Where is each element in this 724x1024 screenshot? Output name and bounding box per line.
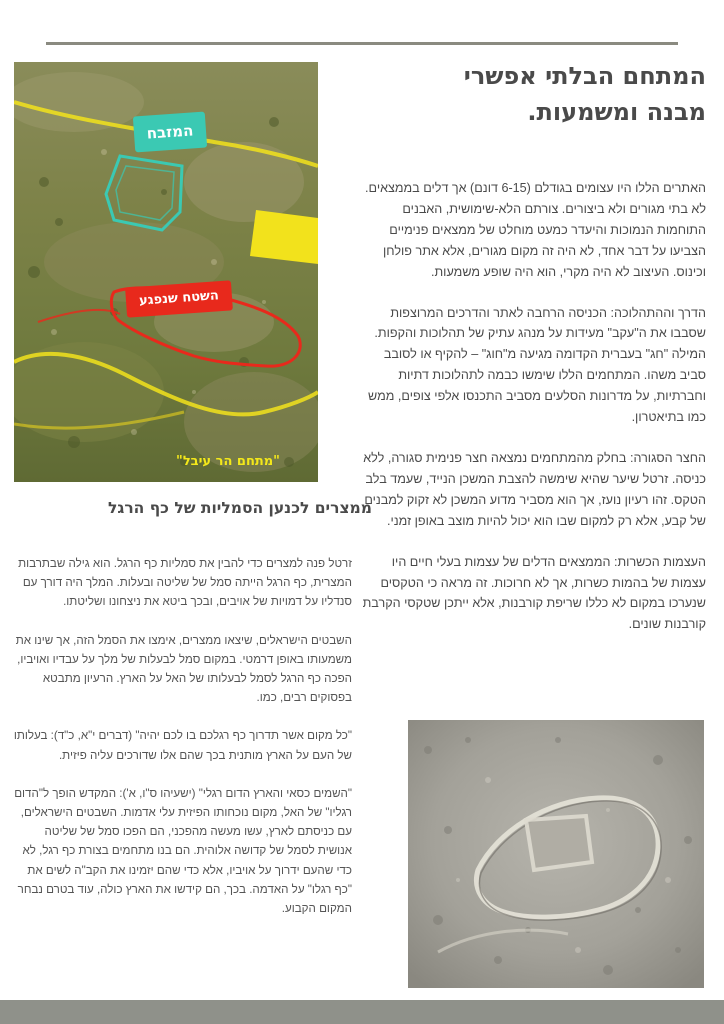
- foot-area-label: השטח שנפגע: [125, 280, 233, 317]
- title-line-1: המתחם הבלתי אפשרי: [463, 62, 706, 90]
- paragraph-deuteronomy-quote: "כל מקום אשר תדרוך כף רגלכם בו לכם יהיה" (דברים י"א, כ"ד): בעלותו של העם על הארץ מותנית בכך שהם אלו שדורכים עליה פיזית.: [13, 729, 352, 762]
- paragraph-egypt-symbolism: זרטל פנה למצרים כדי להבין את סמליות כף הרגל. הוא גילה שבתרבות המצרית, כף הרגל הייתה סמל של שליטה ובעלות. המלך היה דורך עם סנדליו על דמויות של אויבים, ובכך ביטא את ניצחונו ושליטתו.: [18, 557, 352, 609]
- paragraph-kosher-bones: העצמות הכשרות: הממצאים הדלים של עצמות בעלי חיים היו עצמות של בהמות כשרות, אך לא חרוכות. זה מראה כי הטקסים שנערכו במקום לא כללו שריפת קורבנות, אלא ייתכן שטקסי הקרבת קורבנות שונים.: [362, 554, 706, 632]
- aerial-site-photo: [14, 62, 318, 482]
- paragraph-closed-courtyard: החצר הסגורה: בחלק מהמתחמים נמצאה חצר פנימית סגורה, ללא כניסה. זרטל שיער שהיא שימשה להצבת המשכן הנייד, שעמד בלב הטקס. זהו רעיון נועז, אך הוא מסביר מדוע המשכן לא זקוק למבנים של קבע, אלא רק למקום שבו הוא יכול להיות מוצב באופן זמני.: [363, 450, 706, 528]
- page-title: [366, 58, 706, 130]
- left-column: [12, 554, 352, 937]
- paragraph-isaiah-quote: "השמים כסאי והארץ הדום רגלי" (ישעיהו ס"ו, א'): המקדש הופך ל"הדום רגליו" של האל, מקום נוכחותו הפיזית עלי אדמות. השבטים הישראלים, עם כניסתם לארץ, עשו מעשה מהפכני, הם הפכו סמל של שליטה אנושית לסמל של קדושה אלוהית. הם בנו מתחמים בצורת כף רגל, לא כדי שהעם ידרוך על אויביו, אלא כדי שהם יזמינו את הקב"ה לשים את "כף רגלו" על האדמה. בכך, הם קידשו את הארץ כולה, עוד בטרם נבחר המקום הקבוע.: [14, 786, 352, 916]
- right-column: [360, 178, 706, 655]
- footer-bar: [0, 1000, 724, 1024]
- altar-label: המזבח: [133, 112, 207, 153]
- top-divider: [46, 42, 678, 45]
- aerial-photo-caption: "מתחם הר עיבל": [176, 454, 280, 469]
- paragraph-israelite-tribes: השבטים הישראלים, שיצאו ממצרים, אימצו את הסמל הזה, אך שינו את משמעותו באופן דרמטי. במקום סמל לבעלות של מלך על עבדיו ואויביו, הפכה כף הרגל לסמל לבעלותו של האל על הארץ. הרעיון מתבטא בפסוקים רבים, כמו.: [15, 633, 352, 705]
- section-title: ממצרים לכנען הסמליות של כף הרגל: [108, 499, 372, 517]
- paragraph-site-description: האתרים הללו היו עצומים בגודלם (6-15 דונם) אך דלים בממצאים. לא בתי מגורים ולא ביצורים. צורתם הלא-שימושית, האבנים התוחמות הנמוכות והיעדר כמעט מוחלט של ממצאים פנימיים הצביעו על דבר אחד, לא היה זה מקום מגורים, אלא אתר פולחן וכינוס. העיצוב לא היה מקרי, הוא היה שופע משמעות.: [365, 181, 706, 279]
- title-line-2: מבנה ומשמעות.: [527, 98, 706, 126]
- paragraph-procession: הדרך וההתהלוכה: הכניסה הרחבה לאתר והדרכים המרוצפות שסבבו את ה"עקב" מעידות על מנהג עתיק של תהלוכות והקפות. המילה "חג" בעברית הקדומה מגיעה מ"חוג" – להקיף או לסובב סביב משהו. המתחמים הללו שימשו כבמה לתהלוכות דתיות וחברתיות, על מדרונות הסלעים מסביב התכנסו אלפי צופים, ממש כמו בתיאטרון.: [368, 305, 706, 425]
- bw-aerial-photo: [408, 720, 704, 988]
